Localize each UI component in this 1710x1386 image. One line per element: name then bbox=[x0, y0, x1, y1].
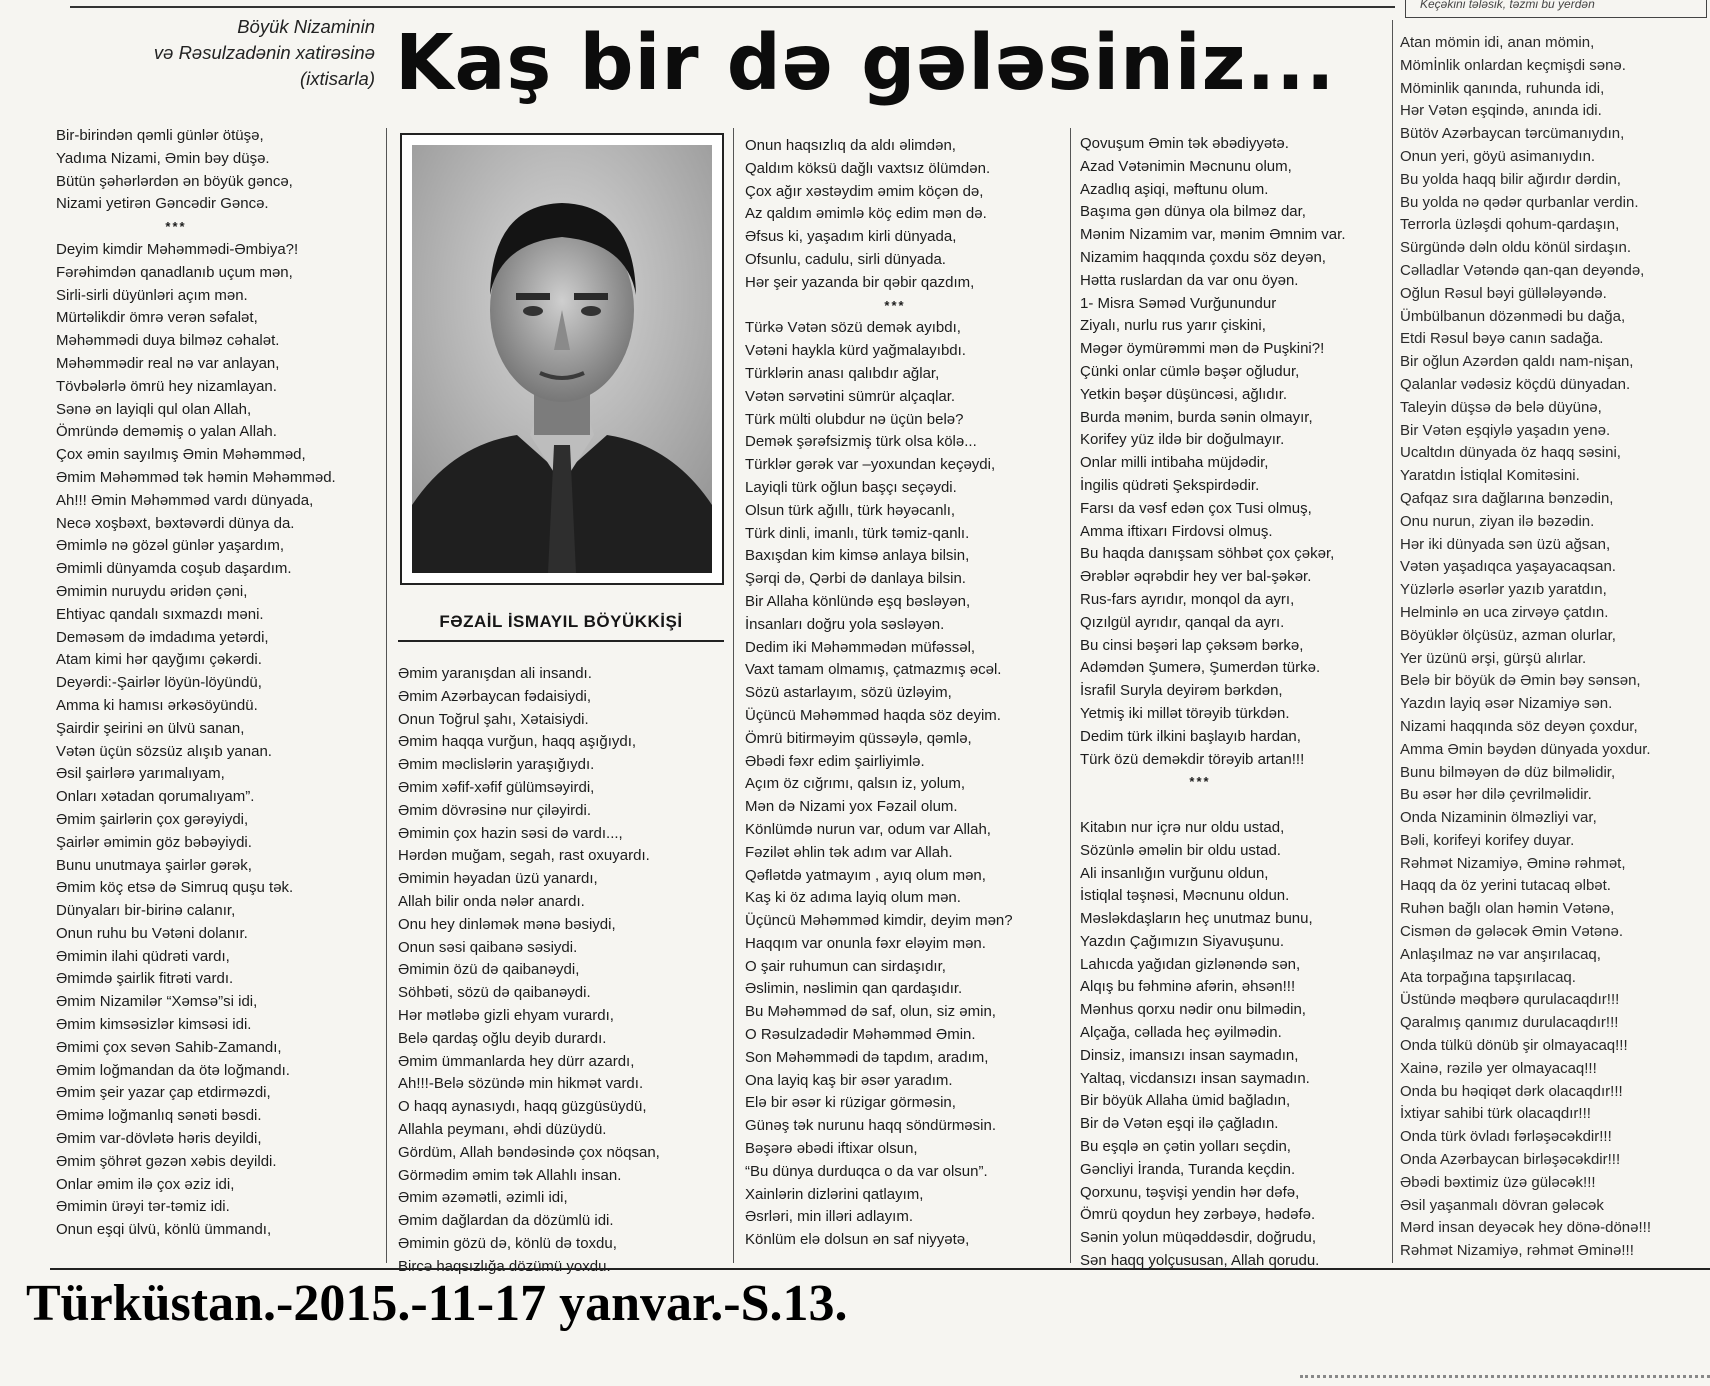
poem-line: Əmimin nuruydu əridən çəni, bbox=[56, 582, 248, 600]
poem-line: Bunu bilməyən də düz bilməlidir, bbox=[1400, 763, 1616, 781]
poem-line: Türk özü deməkdir törəyib artan!!! bbox=[1080, 750, 1305, 768]
dedication-line: və Rəsulzadənin xatirəsinə bbox=[153, 42, 375, 63]
poem-line: Əmim var-dövlətə həris deyildi, bbox=[56, 1130, 262, 1148]
poem-line: Onun ruhu bu Vətəni dolanır. bbox=[56, 924, 248, 942]
poem-line: Əmim dövrəsinə nur çiləyirdi. bbox=[398, 801, 592, 819]
poem-column-4 bbox=[1080, 133, 1400, 1273]
poem-line: Məhəmmədir real nə var anlayan, bbox=[56, 354, 280, 372]
poem-line: Əmim şairlərin çox gərəyiydi, bbox=[56, 810, 249, 828]
poem-line: Mən də Nizami yox Fəzail olum. bbox=[745, 798, 958, 816]
poem-line: Dedim türk ilkini başlayıb hardan, bbox=[1080, 727, 1301, 745]
poem-line: Əmimin özü də qaibanəydi, bbox=[398, 961, 580, 979]
poem-line: Allahla peymanı, əhdi düzüydü. bbox=[398, 1120, 607, 1138]
bottom-rule bbox=[50, 1268, 1710, 1270]
poem-line: Ata torpağına tapşırılacaq. bbox=[1400, 968, 1576, 986]
poem-line: Qəflətdə yatmayım , ayıq olum mən, bbox=[745, 866, 986, 884]
poem-line: Nizami haqqında söz deyən çoxdur, bbox=[1400, 717, 1638, 735]
poem-line: Hər mətləbə gizli ehyam vurardı, bbox=[398, 1006, 614, 1024]
stanza-separator: *** bbox=[1189, 774, 1211, 790]
poem-line: Allah bilir onda nələr anardı. bbox=[398, 892, 585, 910]
poem-line: Bircə haqsızlığa dözümü yoxdu. bbox=[398, 1257, 611, 1275]
poem-line: Əmimin ürəyi tər-təmiz idi. bbox=[56, 1198, 230, 1216]
poem-line: Əmimdə şairlik fitrəti vardı. bbox=[56, 970, 234, 988]
edge-dots bbox=[1300, 1375, 1710, 1378]
poem-line: Yadıma Nizami, Əmin bəy düşə. bbox=[56, 149, 270, 167]
poem-line: Dedim iki Məhəmmədən müfəssəl, bbox=[745, 638, 976, 656]
poem-line: Amma ki hamısı ərkəsöyündü. bbox=[56, 696, 258, 714]
poem-line: Ömründə deməmiş o yalan Allah. bbox=[56, 423, 277, 441]
poem-line: Əmimin həyadan üzü yanardı, bbox=[398, 870, 598, 888]
poem-line: Haqq da öz yerini tutacaq əlbət. bbox=[1400, 877, 1611, 895]
poem-line: Şairdir şeirini ən ülvü sanan, bbox=[56, 719, 245, 737]
poem-line: Atan mömin idi, anan mömin, bbox=[1400, 34, 1595, 51]
source-citation: Türküstan.-2015.-11-17 yanvar.-S.13. bbox=[26, 1275, 848, 1332]
poem-line: Görmədim əmim tək Allahlı insan. bbox=[398, 1166, 622, 1184]
poem-line: Sirli-sirli düyünləri açım mən. bbox=[56, 286, 248, 304]
poem-line: Mömİnlik onlardan keçmişdi sənə. bbox=[1400, 56, 1626, 74]
poem-line: Bütöv Azərbaycan tərcümanıydın, bbox=[1400, 125, 1625, 143]
poem-line: Əmim Məhəmməd tək həmin Məhəmməd. bbox=[56, 468, 336, 486]
poem-line: Yetmiş iki millət törəyib türkdən. bbox=[1080, 704, 1290, 722]
poem-column-2 bbox=[398, 663, 718, 1279]
poem-line: Sözü astarlayım, sözü üzləyim, bbox=[745, 684, 952, 702]
poem-line: Cəlladlar Vətəndə qan-qan deyəndə, bbox=[1400, 261, 1645, 279]
poem-line: Əmimli dünyamda coşub daşardım. bbox=[56, 560, 292, 578]
poem-line: Böyüklər ölçüsüz, azman olurlar, bbox=[1400, 626, 1616, 644]
poem-line: Ehtiyac qandalı sıxmazdı məni. bbox=[56, 605, 264, 623]
poem-line: Onda bu həqiqət dərk olacaqdır!!! bbox=[1400, 1082, 1623, 1100]
poem-line: Əsil yaşanmalı dövran gələcək bbox=[1400, 1196, 1604, 1214]
poem-line: Elə bir əsər ki rüzigar görməsin, bbox=[745, 1094, 956, 1112]
poem-line: Ucaltdın dünyada öz haqq səsini, bbox=[1400, 444, 1621, 462]
poem-line: Yüzlərlə əsərlər yazıb yaratdın, bbox=[1400, 581, 1607, 599]
poem-line: Baxışdan kim kimsə anlaya bilsin, bbox=[745, 547, 970, 565]
poem-line: Əmim yaranışdan ali insandı. bbox=[398, 665, 592, 682]
headline: Kaş bir də gələsiniz... bbox=[395, 19, 1336, 108]
poem-line: Hətta ruslardan da var onu öyən. bbox=[1080, 271, 1299, 289]
poem-line: Kaş ki öz adıma layiq olum mən. bbox=[745, 889, 961, 907]
poem-line: Söhbəti, sözü də qaibanəydi. bbox=[398, 984, 591, 1002]
poem-line: Sən haqq yolçususan, Allah qorudu. bbox=[1080, 1252, 1320, 1270]
poem-line: Mənim Nizamim var, mənim Əmnim var. bbox=[1080, 226, 1346, 244]
stanza-separator: *** bbox=[165, 219, 187, 235]
poem-line: Əsil şairlərə yarımalıyam, bbox=[56, 765, 225, 783]
poem-line: Mürtəlikdir ömrə verən səfalət, bbox=[56, 309, 258, 327]
poem-line: Helminlə ən uca zirvəyə çatdın. bbox=[1400, 603, 1609, 621]
poem-line: Tövbələrlə ömrü hey nizamlayan. bbox=[56, 377, 277, 395]
poem-line: Mənhus qorxu nədir onu bilmədin, bbox=[1080, 1001, 1306, 1019]
poem-line: Əmim Nizamilər “Xəmsə”si idi, bbox=[56, 993, 258, 1011]
poem-line: Çünki onlar cümlə bəşər oğludur, bbox=[1080, 362, 1300, 380]
poem-line: Əmim əzəmətli, əzimli idi, bbox=[398, 1189, 568, 1207]
poem-line: “Bu dünya durduqca o da var olsun”. bbox=[745, 1162, 988, 1180]
poem-line: Başıma gən dünya ola bilməz dar, bbox=[1080, 203, 1306, 221]
poem-line: Ruhən bağlı olan həmin Vətənə, bbox=[1400, 900, 1615, 918]
poem-line: Əmimlə nə gözəl günlər yaşardım, bbox=[56, 537, 285, 555]
poem-line: Türklərin anası qalıbdır ağlar, bbox=[745, 364, 940, 382]
poem-line: Onun yeri, göyü asimanıydın. bbox=[1400, 147, 1596, 165]
poem-line: Gördüm, Allah bəndəsində çox nöqsan, bbox=[398, 1143, 660, 1161]
poem-line: Bir böyük Allaha ümid bağladın, bbox=[1080, 1092, 1291, 1110]
poem-line: Ah!!! Əmin Məhəmməd vardı dünyada, bbox=[56, 491, 314, 509]
poem-line: Əmim kimsəsizlər kimsəsi idi. bbox=[56, 1016, 252, 1034]
poem-line: Taleyin düşsə də belə düyünə, bbox=[1400, 398, 1602, 416]
poem-line: Əmimə loğmanlıq sənəti bəsdi. bbox=[56, 1107, 262, 1125]
poem-line: Əmim şöhrət gəzən xəbis deyildi. bbox=[56, 1152, 277, 1170]
poem-line: Bu yolda haqq bilir ağırdır dərdin, bbox=[1400, 170, 1621, 188]
poem-line: Ərəblər əqrəbdir hey ver bal-şəkər. bbox=[1080, 568, 1312, 586]
poem-line: Türk dinli, imanlı, türk təmiz-qanlı. bbox=[745, 524, 970, 542]
poem-line: Cismən də gələcək Əmin Vətənə. bbox=[1400, 923, 1624, 941]
poem-line: Rus-fars ayrıdır, monqol da ayrı, bbox=[1080, 590, 1295, 608]
poem-line: Hər şeir yazanda bir qəbir qazdım, bbox=[745, 273, 975, 291]
poem-line: Çox ağır xəstəydim əmim köçən də, bbox=[745, 182, 984, 200]
poem-line: Əmim Azərbaycan fədaisiydi, bbox=[398, 687, 592, 705]
poem-line: Əslimin, nəslimin qan qardaşıdır. bbox=[745, 980, 963, 998]
poem-line: Möminlik qanında, ruhunda idi, bbox=[1400, 79, 1605, 97]
poem-line: Bir oğlun Azərdən qaldı nam-nişan, bbox=[1400, 353, 1634, 371]
poem-line: Belə bir böyük də Əmin bəy sənsən, bbox=[1400, 672, 1641, 690]
poem-line: Anlaşılmaz nə var anşırılacaq, bbox=[1400, 945, 1601, 963]
poem-line: 1- Misra Səməd Vurğunundur bbox=[1080, 294, 1277, 312]
poem-line: Adəmdən Şumerə, Şumerdən türkə. bbox=[1080, 659, 1321, 677]
poem-line: Xainə, rəzilə yer olmayacaq!!! bbox=[1400, 1059, 1597, 1077]
fragment-text: Keçəkini tələsik, təzmi bu yerdən bbox=[1420, 0, 1595, 11]
poem-line: Üçüncü Məhəmməd kimdir, deyim mən? bbox=[745, 912, 1013, 930]
poem-line: Onun Toğrul şahı, Xətaisiydi. bbox=[398, 710, 589, 728]
poem-line: Yetkin bəşər düşüncəsi, ağlıdır. bbox=[1080, 385, 1288, 403]
column-divider bbox=[1070, 128, 1071, 1263]
poem-line: Açım öz cığrımı, qalsın iz, yolum, bbox=[745, 775, 966, 793]
poem-line: Rəhmət Nizamiyə, rəhmət Əminə!!! bbox=[1400, 1242, 1634, 1260]
poem-line: Nizami yetirən Gəncədir Gəncə. bbox=[56, 195, 269, 213]
poem-line: Korifey yüz ildə bir doğulmayır. bbox=[1080, 431, 1285, 449]
poem-line: Hər iki dünyada sən üzü ağsan, bbox=[1400, 535, 1611, 553]
poem-line: Layiqli türk oğlun başçı seçəydi. bbox=[745, 478, 957, 496]
portrait-image bbox=[412, 145, 712, 573]
poem-line: Oğlun Rəsul bəyi güllələyəndə. bbox=[1400, 284, 1607, 302]
poem-line: Onlar milli intibaha müjdədir, bbox=[1080, 454, 1269, 472]
dedication-line: Böyük Nizaminin bbox=[237, 16, 375, 37]
poem-line: Bir-birindən qəmli günlər ötüşə, bbox=[56, 127, 264, 144]
poem-line: Fərəhimdən qanadlanıb uçum mən, bbox=[56, 263, 293, 281]
poem-line: Vətəni haykla kürd yağmalayıbdı. bbox=[745, 342, 966, 360]
poem-line: Əmimin çox hazin səsi də vardı..., bbox=[398, 824, 623, 842]
poem-line: Ömrü bitirməyim qüssəylə, qəmlə, bbox=[745, 729, 972, 747]
poem-line: Türk mülti olubdur nə üçün belə? bbox=[745, 410, 964, 428]
poem-line: Əmimin gözü də, könlü də toxdu, bbox=[398, 1234, 617, 1252]
poem-line: Əmimin ilahi qüdrəti vardı, bbox=[56, 947, 230, 965]
poem-line: Nizamim haqqında çoxdu söz deyən, bbox=[1080, 248, 1326, 266]
poem-line: Terrorla üzləşdi qohum-qardaşın, bbox=[1400, 216, 1620, 234]
poem-line: Ah!!!-Belə sözündə min hikmət vardı. bbox=[398, 1075, 644, 1093]
poem-line: Yazdın Çağımızın Siyavuşunu. bbox=[1080, 932, 1284, 950]
poem-line: Vətən yaşadıqca yaşayacaqsan. bbox=[1400, 558, 1616, 576]
poem-line: Bu yolda nə qədər qurbanlar verdin. bbox=[1400, 193, 1639, 211]
poem-column-5 bbox=[1400, 32, 1705, 1263]
poem-line: Vaxt tamam olmamış, çatmazmış əcəl. bbox=[745, 661, 1002, 679]
poem-line: Bu cinsi bəşəri lap çəksəm bərkə, bbox=[1080, 636, 1304, 654]
poem-line: Əmim xəfif-xəfif gülümsəyirdi, bbox=[398, 778, 595, 796]
poem-line: Sənin yolun müqəddəsdir, doğrudu, bbox=[1080, 1229, 1317, 1247]
column-divider bbox=[1392, 20, 1393, 1263]
poem-line: Əbədi bəxtimiz üzə güləcək!!! bbox=[1400, 1173, 1596, 1191]
poem-line: İnsanları doğru yola səsləyən. bbox=[745, 615, 945, 633]
column-divider bbox=[733, 128, 734, 1263]
poem-line: Ümbülbanun dözənmədi bu dağa, bbox=[1400, 307, 1626, 325]
poem-line: Şairlər əmimin göz bəbəyiydi. bbox=[56, 833, 252, 851]
poem-line: Deyim kimdir Məhəmmədi-Əmbiya?! bbox=[56, 240, 299, 258]
poem-line: Onda tülkü dönüb şir olmayacaq!!! bbox=[1400, 1037, 1628, 1055]
poem-line: Fəzilət əhlin tək adım var Allah. bbox=[745, 843, 953, 861]
poem-line: Bu haqda danışsam söhbət çox çəkər, bbox=[1080, 545, 1335, 563]
poem-line: Xainlərin dizlərini qatlayım, bbox=[745, 1185, 924, 1203]
poem-line: O haqq aynasıydı, haqq güzgüsüydü, bbox=[398, 1098, 647, 1116]
poem-line: Deməsəm də imdadıma yetərdi, bbox=[56, 628, 269, 646]
column-divider bbox=[386, 128, 387, 1263]
poem-line: Onun səsi qaibanə səsiydi. bbox=[398, 938, 578, 956]
poem-line: Yaltaq, vicdansızı insan saymadın. bbox=[1080, 1069, 1310, 1087]
poem-line: Qorxunu, təşvişi yendin hər dəfə, bbox=[1080, 1183, 1300, 1201]
poem-line: İngilis qüdrəti Şekspirdədir. bbox=[1080, 476, 1260, 494]
poem-line: Vətən üçün sözsüz alışıb yanan. bbox=[56, 742, 272, 760]
author-rule bbox=[398, 640, 724, 642]
poem-line: Türkə Vətən sözü demək ayıbdı, bbox=[745, 319, 961, 337]
poem-line: Hər Vətən eşqində, anında idi. bbox=[1400, 102, 1602, 120]
poem-line: Sürgündə dəln oldu könül sirdaşın. bbox=[1400, 239, 1631, 257]
poem-line: O şair ruhumun can sirdaşıdır, bbox=[745, 957, 946, 975]
poem-line: Bu əsər hər dilə çevrilməlidir. bbox=[1400, 786, 1592, 804]
poem-line: Vətən sərvətini sümrür alçaqlar. bbox=[745, 387, 956, 405]
poem-line: Atam kimi hər qayğımı çəkərdi. bbox=[56, 651, 262, 669]
poem-line: Yer üzünü ərşi, gürşü alırlar. bbox=[1400, 649, 1587, 667]
poem-line: Əmim haqqa vurğun, haqq aşığıydı, bbox=[398, 733, 637, 751]
poem-line: Onun haqsızlıq da aldı əlimdən, bbox=[745, 137, 956, 154]
poem-line: Əmim köç etsə də Simruq quşu tək. bbox=[56, 879, 294, 897]
poem-line: Günəş tək nurunu haqq söndürməsin. bbox=[745, 1117, 996, 1135]
poem-line: Qızılgül ayrıdır, qanqal da ayrı. bbox=[1080, 613, 1285, 631]
poem-line: Məgər öymürəmmi mən də Puşkini?! bbox=[1080, 340, 1325, 358]
poem-line: Bir də Vətən eşqi ilə çağladın. bbox=[1080, 1115, 1279, 1133]
poem-line: Ali insanlığın vurğunu oldun, bbox=[1080, 864, 1269, 882]
poem-line: Qaldım köksü dağlı vaxtsız ölümdən. bbox=[745, 159, 991, 177]
poem-line: Ona layiq kaş bir əsər yaradım. bbox=[745, 1071, 953, 1089]
poem-line: Yazdın layiq əsər Nizamiyə sən. bbox=[1400, 695, 1613, 713]
poem-line: Əmimi çox sevən Sahib-Zamandı, bbox=[56, 1038, 282, 1056]
poem-line: Dinsiz, imansızı insan saymadın, bbox=[1080, 1046, 1299, 1064]
author-name: FƏZAİL İSMAYIL BÖYÜKKİŞİ bbox=[439, 612, 683, 631]
poem-line: Lahıcda yağıdan gizlənəndə sən, bbox=[1080, 955, 1301, 973]
poem-line: Könlüm elə dolsun ən saf niyyətə, bbox=[745, 1231, 970, 1249]
poem-line: Azad Vətənimin Məcnunu olum, bbox=[1080, 157, 1292, 175]
dedication bbox=[85, 14, 375, 92]
poem-line: Az qaldım əmimlə köç edim mən də. bbox=[745, 205, 987, 223]
poem-line: Haqqım var onunla fəxr eləyim mən. bbox=[745, 934, 986, 952]
poem-line: Amma Əmin bəydən dünyada yoxdur. bbox=[1400, 740, 1651, 758]
poem-line: Bir Vətən eşqiylə yaşadın yenə. bbox=[1400, 421, 1611, 439]
poem-line: Bu Məhəmməd də saf, olun, siz əmin, bbox=[745, 1003, 996, 1021]
poem-line: Bəşərə əbədi iftixar olsun, bbox=[745, 1140, 918, 1158]
poem-line: Üstündə məqbərə qurulacaqdır!!! bbox=[1400, 991, 1620, 1009]
poem-line: Bütün şəhərlərdən ən böyük gəncə, bbox=[56, 172, 293, 190]
poem-line: Necə xoşbəxt, bəxtəvərdi dünya da. bbox=[56, 514, 295, 532]
poem-line: Onda Nizaminin ölməzliyi var, bbox=[1400, 809, 1597, 827]
poem-line: Onu hey dinləmək mənə bəsiydi, bbox=[398, 915, 616, 933]
poem-line: İsrafil Suryla deyirəm bərkdən, bbox=[1080, 682, 1283, 700]
poem-line: Belə qardaş oğlu deyib durardı. bbox=[398, 1029, 607, 1047]
poem-line: Məhəmmədi duya bilməz cəhalət. bbox=[56, 332, 280, 350]
poem-line: Əfsus ki, yaşadım kirli dünyada, bbox=[745, 228, 957, 246]
poem-line: Onları xətadan qorumalıyam”. bbox=[56, 788, 255, 806]
dedication-line: (ixtisarla) bbox=[299, 68, 375, 89]
poem-line: Bu eşqlə ən çətin yolları seçdin, bbox=[1080, 1138, 1291, 1156]
poem-line: İxtiyar sahibi türk olacaqdır!!! bbox=[1400, 1105, 1591, 1123]
poem-line: Amma iftixarı Firdovsi olmuş. bbox=[1080, 522, 1273, 540]
poem-line: Bir Allaha könlündə eşq bəsləyən, bbox=[745, 592, 971, 610]
poem-line: Dünyaları bir-birinə calanır, bbox=[56, 902, 236, 920]
poem-line: Farsı da vəsf edən çox Tusi olmuş, bbox=[1080, 499, 1312, 517]
poem-line: Yaratdın İstiqlal Komitəsini. bbox=[1400, 467, 1580, 485]
top-rule bbox=[70, 6, 1395, 8]
poem-line: O Rəsulzadədir Məhəmməd Əmin. bbox=[745, 1026, 976, 1044]
poem-line: Bunu unutmaya şairlər gərək, bbox=[56, 856, 252, 874]
poem-line: Hərdən muğam, segah, rast oxuyardı. bbox=[398, 847, 650, 865]
author-photo bbox=[400, 133, 724, 585]
poem-line: İstiqlal təşnəsi, Məcnunu oldun. bbox=[1080, 887, 1290, 905]
poem-line: Gəncliyi İranda, Turanda keçdin. bbox=[1080, 1160, 1296, 1178]
poem-line: Demək şərəfsizmiş türk olsa kölə... bbox=[745, 433, 977, 451]
poem-line: Əbədi fəxr edim şairliyimlə. bbox=[745, 752, 925, 770]
poem-line: Alçağa, cəllada heç əyilmədin. bbox=[1080, 1024, 1282, 1042]
poem-line: Rəhmət Nizamiyə, Əminə rəhmət, bbox=[1400, 854, 1626, 872]
poem-line: Çox əmin sayılmış Əmin Məhəmməd, bbox=[56, 446, 306, 464]
poem-line: Əmim dağlardan da dözümlü idi. bbox=[398, 1212, 614, 1230]
poem-line: Şərqi də, Qərbi də danlaya bilsin. bbox=[745, 570, 966, 588]
poem-line: Son Məhəmmədi də tapdım, aradım, bbox=[745, 1048, 989, 1066]
poem-line: Qaralmış qanımız durulacaqdır!!! bbox=[1400, 1014, 1619, 1032]
poem-line: Qovuşum Əmin tək əbədiyyətə. bbox=[1080, 135, 1289, 152]
poem-line: Məsləkdaşların heç unutmaz bunu, bbox=[1080, 910, 1313, 928]
poem-line: Olsun türk ağıllı, türk həyəcanlı, bbox=[745, 501, 956, 519]
poem-line: Kitabın nur içrə nur oldu ustad, bbox=[1080, 818, 1285, 836]
poem-line: Əsrləri, min illəri adlayım. bbox=[745, 1208, 913, 1226]
poem-line: Burda mənim, burda sənin olmayır, bbox=[1080, 408, 1313, 426]
poem-line: Mərd insan deyəcək hey dönə-dönə!!! bbox=[1400, 1219, 1651, 1237]
poem-line: Sözünlə əməlin bir oldu ustad. bbox=[1080, 841, 1281, 859]
poem-column-3 bbox=[745, 135, 1075, 1252]
poem-column-1 bbox=[56, 125, 376, 1242]
poem-line bbox=[1080, 794, 1400, 817]
poem-line: Azadlıq aşiqi, məftunu olum. bbox=[1080, 180, 1269, 198]
poem-line: Alqış bu fəhminə afərin, əhsən!!! bbox=[1080, 978, 1296, 996]
poem-line: Onda türk övladı fərləşəcəkdir!!! bbox=[1400, 1128, 1612, 1146]
poem-line: Türklər gərək var –yoxundan keçəydi, bbox=[745, 456, 996, 474]
poem-line: Ömrü qoydun hey zərbəyə, hədəfə. bbox=[1080, 1206, 1316, 1224]
poem-line: Sənə ən layiqli qul olan Allah, bbox=[56, 400, 252, 418]
poem-line: Onu nurun, ziyan ilə bəzədin. bbox=[1400, 512, 1595, 530]
poem-line: Üçüncü Məhəmməd haqda söz deyim. bbox=[745, 706, 1001, 724]
poem-line: Könlümdə nurun var, odum var Allah, bbox=[745, 820, 991, 838]
poem-line: Etdi Rəsul bəyə canın sadağa. bbox=[1400, 330, 1604, 348]
poem-line: Əmim ümmanlarda hey dürr azardı, bbox=[398, 1052, 635, 1070]
poem-line: Əmim loğmandan da ötə loğmandı. bbox=[56, 1061, 290, 1079]
poem-line: Qafqaz sıra dağlarına bənzədin, bbox=[1400, 489, 1614, 507]
stanza-separator: *** bbox=[884, 297, 906, 313]
poem-line: Ziyalı, nurlu rus yarır çiskini, bbox=[1080, 317, 1266, 335]
poem-line: Onlar əmim ilə çox əziz idi, bbox=[56, 1175, 235, 1193]
poem-line: Onda Azərbaycan birləşəcəkdir!!! bbox=[1400, 1151, 1621, 1169]
poem-line: Bəli, korifeyi korifey duyar. bbox=[1400, 831, 1575, 849]
poem-line: Əmim məclislərin yaraşığıydı. bbox=[398, 756, 595, 774]
poem-line: Ofsunlu, cadulu, sirli dünyada. bbox=[745, 250, 946, 268]
poem-line: Əmim şeir yazar çap etdirməzdi, bbox=[56, 1084, 271, 1102]
poem-line: Qalanlar vədəsiz köçdü dünyadan. bbox=[1400, 375, 1631, 393]
poem-line: Deyərdi:-Şairlər löyün-löyündü, bbox=[56, 674, 262, 692]
poem-line: Onun eşqi ülvü, könlü ümmandı, bbox=[56, 1221, 272, 1239]
